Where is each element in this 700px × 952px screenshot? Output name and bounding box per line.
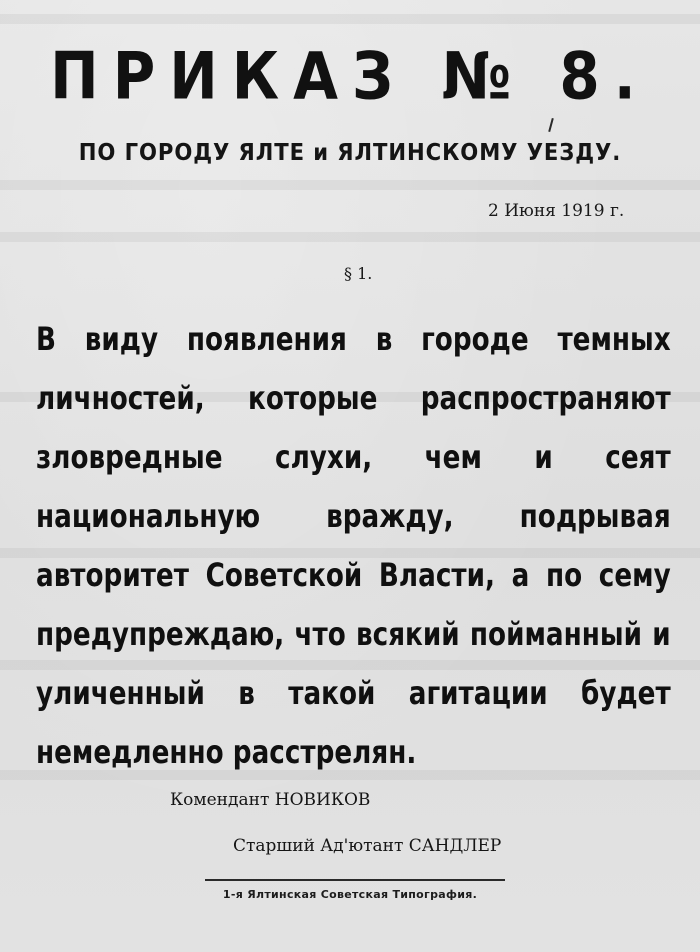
bleed-through-line: [0, 232, 700, 242]
commandant-signature: Комендант НОВИКОВ: [170, 790, 371, 810]
order-subtitle: ПО ГОРОДУ ЯЛТЕ и ЯЛТИНСКОМУ УЕЗДУ.: [78, 140, 622, 166]
order-body: В виду появления в городе темных личностей, которые распространяют зловредные слухи, чем и сеят национальную вражду, подрывая авторитет Советской Власти, а по сему предупреждаю, что всякий пойманный и уличенный в такой агитации будет немедленно расстрелян.: [36, 320, 671, 771]
printer-imprint: 1-я Ялтинская Советская Типография.: [222, 888, 478, 901]
imprint-divider: [205, 879, 505, 881]
section-number: § 1.: [344, 264, 373, 283]
order-date: 2 Июня 1919 г.: [488, 201, 625, 221]
bleed-through-line: [0, 180, 700, 190]
order-title: ПРИКАЗ № 8.: [50, 38, 650, 115]
ink-mark: [548, 118, 554, 132]
bleed-through-line: [0, 14, 700, 24]
adjutant-signature: Старший Ад'ютант САНДЛЕР: [233, 836, 502, 856]
